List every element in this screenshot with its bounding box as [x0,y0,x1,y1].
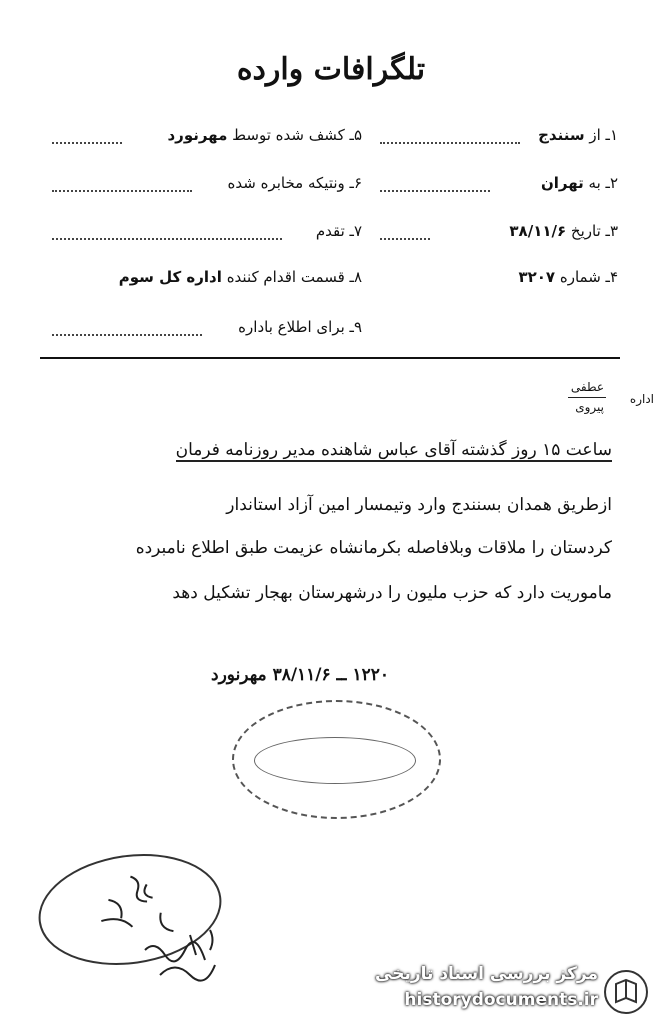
body-line-4: ماموریت دارد که حزب ملیون را درشهرستان بهجار تشکیل دهد [172,583,612,603]
field-action-dept-value: اداره کل سوم [118,268,222,286]
field-number-label: ۴ـ شماره [559,268,618,286]
signature-scribble-icon [140,920,240,1000]
field-priority-dots [52,238,282,240]
header-divider [40,357,620,359]
body-line-1: ساعت ۱۵ روز گذشته آقای عباس شاهنده مدیر روزنامه فرمان [175,440,612,460]
field-from-value: سنندج [538,126,585,144]
field-from [538,126,618,144]
field-decoded-by-label: ۵ـ کشف شده توسط [232,126,362,144]
field-info-label: ۹ـ برای اطلاع باداره [238,318,362,336]
body-line-3: کردستان را ملاقات وبلافاصله بکرمانشاه عزیمت طبق اطلاع نامبرده [135,538,612,558]
field-to-dots [380,190,490,192]
field-from-label: ۱ـ از [589,126,618,144]
field-action-dept [119,268,362,286]
field-transmitted [228,174,362,192]
field-from-dots [380,142,520,144]
field-to-value: تهران [540,174,584,192]
field-to-label: ۲ـ به [588,174,618,192]
watermark-org: مرکز بررسی اسناد تاریخی [375,964,598,984]
side-note-top: عطفی [570,380,604,394]
field-info-dots [52,334,202,336]
side-note-bar [568,397,606,398]
stamp-inner-ring [254,737,416,784]
body-line-2: ازطریق همدان بسنندج وارد وتیمسار امین آزاد استاندار [226,495,612,515]
field-transmitted-label: ۶ـ ونتیکه مخابره شده [227,174,362,192]
field-date-label: ۳ـ تاریخ [570,222,618,240]
field-action-dept-label: ۸ـ قسمت اقدام کننده [226,268,362,286]
field-info [238,318,362,336]
side-note-bottom: پیروی [575,400,604,414]
watermark-site: historydocuments.ir [404,990,598,1010]
side-note [534,380,654,420]
field-priority [316,222,362,240]
field-number [518,268,618,286]
field-priority-label: ۷ـ تقدم [315,222,362,240]
field-decoded-by-value: مهرنورد [167,126,228,144]
document-title: تلگرافات وارده [236,52,426,87]
archive-logo-icon [604,970,648,1014]
book-icon [606,972,646,1012]
field-number-value: ۳۲۰۷ [518,268,556,286]
field-date [509,222,618,240]
field-decoded-dots [52,142,122,144]
signature-line: ۱۲۲۰ ــ ۳۸/۱۱/۶ مهرنورد [211,665,389,685]
side-note-label: اداره [629,392,654,406]
field-decoded-by [167,126,362,144]
field-to [541,174,618,192]
field-transmitted-dots [52,190,192,192]
field-date-value: ۳۸/۱۱/۶ [509,222,567,240]
field-date-dots [380,238,430,240]
official-stamp [232,700,441,819]
